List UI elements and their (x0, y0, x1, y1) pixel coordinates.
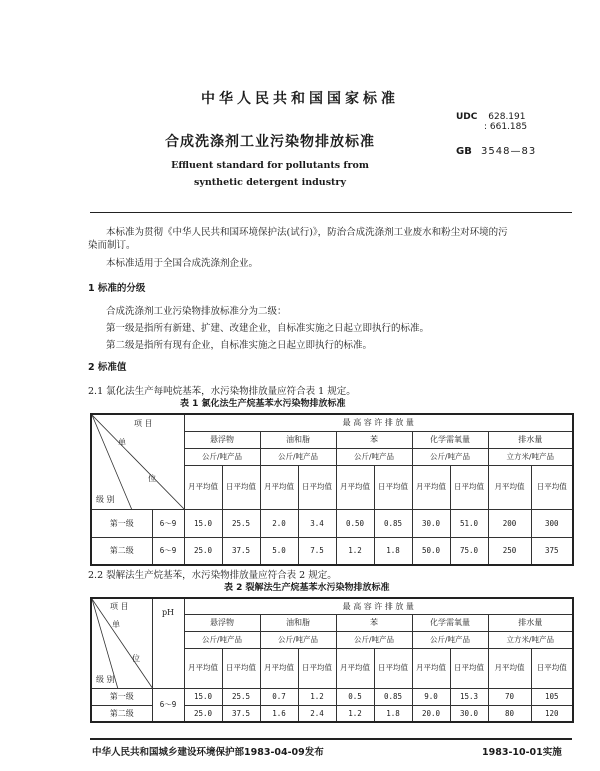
footer-effective-date: 1983-10-01实施 (482, 747, 562, 758)
table-cell: 25.5 (222, 509, 260, 537)
table-1-avg-month: 月平均值 (184, 465, 222, 509)
table-1-avg-day: 日平均值 (298, 465, 336, 509)
table-1-diag-unit: 单 (118, 438, 126, 447)
table-cell: 7.5 (298, 537, 336, 565)
table-1-param-discharge: 排水量 (488, 431, 573, 448)
table-cell: 25.0 (184, 705, 222, 722)
table-2-param-oil: 油和脂 (260, 614, 336, 631)
table-2-param-cod: 化学需氧量 (412, 614, 488, 631)
section-2-2-text: 2.2 裂解法生产烷基苯，水污染物排放量应符合表 2 规定。 (88, 570, 337, 581)
section-1-para-3: 第二级是指所有现有企业，自标准实施之日起立即执行的标准。 (106, 340, 373, 351)
table-1-row-2-ph: 6～9 (152, 537, 184, 565)
table-row (91, 537, 573, 565)
table-2-avg-day: 日平均值 (531, 648, 573, 688)
table-cell: 2.4 (298, 705, 336, 722)
table-1-avg-day: 日平均值 (450, 465, 488, 509)
table-cell: 5.0 (260, 537, 298, 565)
table-2-avg-month: 月平均值 (412, 648, 450, 688)
table-2-diag-unit: 单 (112, 620, 120, 629)
table-2-avg-month: 月平均值 (184, 648, 222, 688)
table-2-ph-header: pH (152, 598, 184, 688)
table-2-param-ss: 悬浮物 (184, 614, 260, 631)
table-2-avg-day: 日平均值 (222, 648, 260, 688)
table-cell: 15.3 (450, 688, 488, 705)
table-1-avg-month: 月平均值 (260, 465, 298, 509)
table-1-row-1-level: 第一级 (91, 509, 152, 537)
table-1-unit-discharge: 立方米/吨产品 (488, 448, 573, 465)
table-2-param-benzene: 苯 (336, 614, 412, 631)
table-cell: 0.7 (260, 688, 298, 705)
table-1-diag-level: 级 别 (96, 495, 115, 504)
table-2-row-2-level: 第二级 (91, 705, 152, 722)
table-1-param-cod: 化学需氧量 (412, 431, 488, 448)
table-row (91, 509, 573, 537)
table-1-unit-oil: 公斤/吨产品 (260, 448, 336, 465)
table-cell: 0.5 (336, 688, 374, 705)
table-cell: 70 (488, 688, 531, 705)
table-2-caption: 表 2 裂解法生产烷基苯水污染物排放标准 (224, 583, 390, 593)
table-cell: 3.4 (298, 509, 336, 537)
table-cell: 25.0 (184, 537, 222, 565)
table-2-max-allowed: 最 高 容 许 排 放 量 (184, 598, 573, 614)
section-1-para-2: 第一级是指所有新建、扩建、改建企业，自标准实施之日起立即执行的标准。 (106, 323, 430, 334)
table-cell: 1.6 (260, 705, 298, 722)
table-2 (90, 597, 574, 723)
table-cell: 1.2 (298, 688, 336, 705)
udc-line1: 628.191 (488, 112, 526, 122)
table-cell: 80 (488, 705, 531, 722)
table-cell: 2.0 (260, 509, 298, 537)
standard-title-cn: 合成洗涤剂工业污染物排放标准 (165, 134, 375, 150)
table-cell: 30.0 (412, 509, 450, 537)
table-2-ph-shared: 6～9 (152, 688, 184, 722)
section-2-heading: 2 标准值 (88, 362, 127, 373)
table-cell: 1.8 (374, 537, 412, 565)
table-1-param-ss: 悬浮物 (184, 431, 260, 448)
table-cell: 300 (531, 509, 573, 537)
table-cell: 0.50 (336, 509, 374, 537)
table-row (91, 688, 573, 705)
table-2-unit-discharge: 立方米/吨产品 (488, 631, 573, 648)
table-2-param-discharge: 排水量 (488, 614, 573, 631)
table-2-unit-oil: 公斤/吨产品 (260, 631, 336, 648)
intro-paragraph-2: 本标准适用于全国合成洗涤剂企业。 (106, 258, 259, 269)
table-cell: 37.5 (222, 537, 260, 565)
table-1 (90, 413, 574, 566)
section-1-heading: 1 标准的分级 (88, 283, 146, 294)
section-2-1-text: 2.1 氯化法生产每吨烷基苯，水污染物排放量应符合表 1 规定。 (88, 386, 356, 397)
table-2-avg-day: 日平均值 (374, 648, 412, 688)
table-cell: 1.2 (336, 537, 374, 565)
table-1-param-benzene: 苯 (336, 431, 412, 448)
footer-issuer: 中华人民共和国城乡建设环境保护部1983-04-09发布 (92, 747, 324, 758)
standard-title-en-line1: Effluent standard for pollutants from (171, 160, 369, 171)
table-1-avg-month: 月平均值 (336, 465, 374, 509)
table-cell: 9.0 (412, 688, 450, 705)
table-1-unit-cod: 公斤/吨产品 (412, 448, 488, 465)
table-cell: 25.5 (222, 688, 260, 705)
udc-line2: : 661.185 (484, 122, 528, 132)
table-1-diag-item: 项 目 (134, 419, 153, 428)
section-1-para-1: 合成洗涤剂工业污染物排放标准分为二级： (106, 306, 287, 317)
table-cell: 1.2 (336, 705, 374, 722)
table-1-diag-pos: 位 (148, 474, 156, 483)
table-1-avg-day: 日平均值 (222, 465, 260, 509)
table-cell: 105 (531, 688, 573, 705)
table-cell: 30.0 (450, 705, 488, 722)
table-2-avg-day: 日平均值 (450, 648, 488, 688)
table-cell: 1.8 (374, 705, 412, 722)
table-cell: 50.0 (412, 537, 450, 565)
table-1-unit-ss: 公斤/吨产品 (184, 448, 260, 465)
intro-paragraph-1-cont: 染而制订。 (88, 240, 136, 251)
table-1-avg-month: 月平均值 (488, 465, 531, 509)
gb-code: 3548—83 (481, 146, 537, 157)
gb-number (456, 146, 536, 157)
table-cell: 375 (531, 537, 573, 565)
table-2-avg-month: 月平均值 (336, 648, 374, 688)
table-2-diag-item: 项 目 (110, 602, 129, 611)
table-1-param-oil: 油和脂 (260, 431, 336, 448)
table-1-row-2-level: 第二级 (91, 537, 152, 565)
table-2-diag-pos: 位 (132, 654, 140, 663)
table-cell: 120 (531, 705, 573, 722)
table-cell: 250 (488, 537, 531, 565)
table-1-row-1-ph: 6～9 (152, 509, 184, 537)
footer-rule (90, 738, 572, 740)
table-1-diagonal-header (91, 414, 184, 509)
table-1-caption: 表 1 氯化法生产烷基苯水污染物排放标准 (180, 399, 346, 409)
table-2-unit-cod: 公斤/吨产品 (412, 631, 488, 648)
table-2-avg-day: 日平均值 (298, 648, 336, 688)
table-cell: 0.85 (374, 688, 412, 705)
gb-label: GB (456, 146, 472, 157)
udc-label: UDC (456, 112, 478, 122)
table-2-avg-month: 月平均值 (488, 648, 531, 688)
table-cell: 20.0 (412, 705, 450, 722)
table-1-avg-day: 日平均值 (374, 465, 412, 509)
table-cell: 15.0 (184, 509, 222, 537)
national-standard-heading: 中华人民共和国国家标准 (201, 91, 399, 107)
table-cell: 75.0 (450, 537, 488, 565)
table-2-unit-ss: 公斤/吨产品 (184, 631, 260, 648)
table-2-diag-level: 级 别 (96, 675, 115, 684)
header-rule (90, 212, 572, 213)
table-1-avg-month: 月平均值 (412, 465, 450, 509)
table-2-unit-benzene: 公斤/吨产品 (336, 631, 412, 648)
table-2-row-1-level: 第一级 (91, 688, 152, 705)
table-cell: 51.0 (450, 509, 488, 537)
table-cell: 15.0 (184, 688, 222, 705)
table-2-diagonal-header (91, 598, 152, 688)
standard-title-en-line2: synthetic detergent industry (194, 177, 346, 188)
table-1-unit-benzene: 公斤/吨产品 (336, 448, 412, 465)
table-cell: 37.5 (222, 705, 260, 722)
table-2-avg-month: 月平均值 (260, 648, 298, 688)
table-cell: 0.85 (374, 509, 412, 537)
table-cell: 200 (488, 509, 531, 537)
table-1-avg-day: 日平均值 (531, 465, 573, 509)
table-1-max-allowed: 最 高 容 许 排 放 量 (184, 414, 573, 431)
intro-paragraph-1: 本标准为贯彻《中华人民共和国环境保护法(试行)》，防治合成洗涤剂工业废水和粉尘对环境的污 (106, 227, 508, 238)
udc-block (456, 112, 527, 132)
